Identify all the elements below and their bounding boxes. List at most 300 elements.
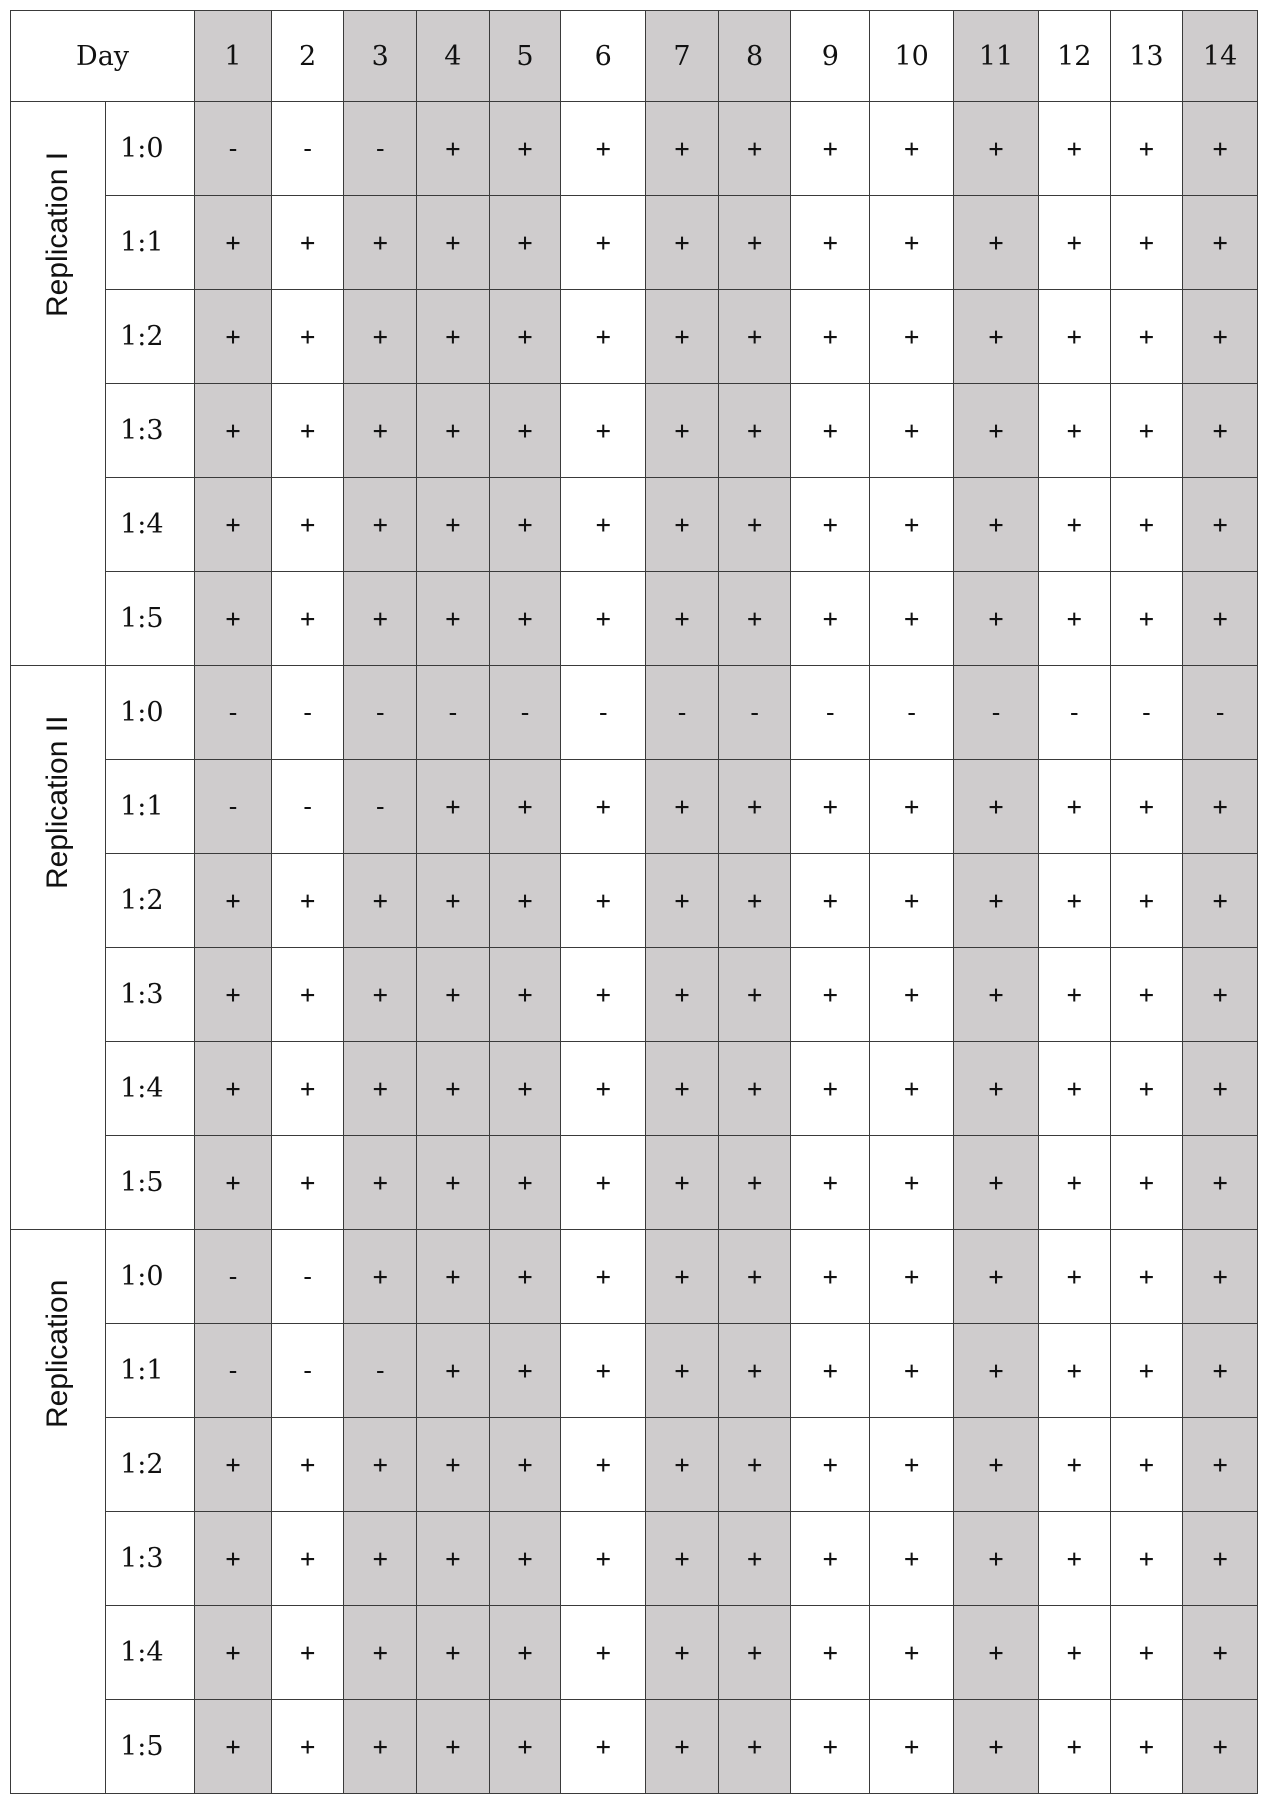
- result-cell: +: [791, 1230, 870, 1324]
- result-cell: +: [870, 1700, 954, 1794]
- result-cell: +: [561, 1324, 646, 1418]
- result-cell: +: [718, 572, 791, 666]
- result-cell: +: [195, 1418, 272, 1512]
- table-row: [11, 1230, 1258, 1324]
- result-cell: +: [417, 1700, 490, 1794]
- result-cell: +: [718, 948, 791, 1042]
- result-cell: +: [870, 290, 954, 384]
- ratio-label: 1:0: [106, 102, 195, 196]
- result-cell: -: [489, 666, 561, 760]
- result-cell: +: [1110, 1230, 1183, 1324]
- result-cell: +: [195, 1606, 272, 1700]
- result-cell: +: [791, 1700, 870, 1794]
- result-cell: +: [1183, 290, 1258, 384]
- result-cell: +: [271, 572, 344, 666]
- result-cell: +: [1039, 854, 1111, 948]
- result-cell: +: [718, 290, 791, 384]
- result-cell: +: [646, 1324, 719, 1418]
- result-cell: -: [195, 1230, 272, 1324]
- ratio-label: 1:3: [106, 948, 195, 1042]
- result-cell: +: [870, 1324, 954, 1418]
- result-cell: +: [718, 384, 791, 478]
- result-cell: +: [344, 196, 417, 290]
- result-cell: -: [1183, 666, 1258, 760]
- result-cell: +: [271, 948, 344, 1042]
- result-cell: +: [870, 948, 954, 1042]
- result-cell: +: [1183, 196, 1258, 290]
- result-cell: +: [718, 1324, 791, 1418]
- result-cell: +: [1183, 1418, 1258, 1512]
- result-cell: +: [1110, 1418, 1183, 1512]
- result-cell: +: [646, 1230, 719, 1324]
- result-cell: -: [344, 666, 417, 760]
- result-cell: +: [1183, 1136, 1258, 1230]
- result-cell: +: [489, 478, 561, 572]
- result-cell: +: [791, 102, 870, 196]
- result-cell: +: [1183, 1230, 1258, 1324]
- result-cell: +: [1039, 1512, 1111, 1606]
- result-cell: +: [344, 478, 417, 572]
- result-cell: +: [1110, 196, 1183, 290]
- result-cell: +: [561, 384, 646, 478]
- result-cell: +: [195, 196, 272, 290]
- result-cell: +: [791, 1512, 870, 1606]
- result-cell: +: [1183, 1512, 1258, 1606]
- result-cell: +: [718, 478, 791, 572]
- result-cell: +: [646, 760, 719, 854]
- result-cell: +: [791, 290, 870, 384]
- result-cell: -: [954, 666, 1039, 760]
- result-cell: +: [791, 854, 870, 948]
- result-cell: +: [561, 478, 646, 572]
- result-cell: +: [417, 196, 490, 290]
- result-cell: +: [561, 948, 646, 1042]
- ratio-label: 1:2: [106, 290, 195, 384]
- result-cell: -: [870, 666, 954, 760]
- result-cell: +: [271, 1418, 344, 1512]
- replication-label-cell: [11, 666, 106, 1230]
- result-cell: +: [417, 572, 490, 666]
- result-cell: +: [646, 1606, 719, 1700]
- result-cell: +: [344, 1042, 417, 1136]
- result-cell: -: [344, 102, 417, 196]
- result-cell: +: [489, 290, 561, 384]
- result-cell: +: [417, 290, 490, 384]
- result-cell: +: [1110, 478, 1183, 572]
- result-cell: +: [1039, 290, 1111, 384]
- result-cell: +: [1183, 1700, 1258, 1794]
- result-cell: +: [489, 196, 561, 290]
- ratio-label: 1:3: [106, 384, 195, 478]
- result-cell: +: [417, 760, 490, 854]
- ratio-label: 1:2: [106, 854, 195, 948]
- result-cell: +: [1110, 1606, 1183, 1700]
- result-cell: +: [195, 478, 272, 572]
- replication-day-table: [10, 10, 1258, 1794]
- result-cell: +: [344, 1700, 417, 1794]
- result-cell: +: [1110, 384, 1183, 478]
- result-cell: +: [417, 1418, 490, 1512]
- result-cell: +: [791, 1042, 870, 1136]
- result-cell: -: [791, 666, 870, 760]
- result-cell: -: [195, 666, 272, 760]
- result-cell: +: [791, 196, 870, 290]
- result-cell: +: [561, 1700, 646, 1794]
- result-cell: +: [954, 384, 1039, 478]
- table-row: [11, 290, 1258, 384]
- result-cell: -: [271, 760, 344, 854]
- table-row: [11, 666, 1258, 760]
- table-row: [11, 948, 1258, 1042]
- result-cell: +: [791, 760, 870, 854]
- ratio-label: 1:2: [106, 1418, 195, 1512]
- result-cell: +: [1110, 290, 1183, 384]
- result-cell: +: [344, 948, 417, 1042]
- result-cell: +: [489, 1136, 561, 1230]
- result-cell: -: [561, 666, 646, 760]
- ratio-label: 1:4: [106, 1042, 195, 1136]
- result-cell: +: [791, 1418, 870, 1512]
- result-cell: +: [870, 1606, 954, 1700]
- result-cell: +: [271, 1136, 344, 1230]
- result-cell: +: [954, 572, 1039, 666]
- result-cell: +: [561, 1418, 646, 1512]
- day-header-11: 11: [954, 11, 1039, 102]
- result-cell: +: [646, 1700, 719, 1794]
- result-cell: +: [870, 854, 954, 948]
- result-cell: +: [271, 1606, 344, 1700]
- result-cell: +: [417, 948, 490, 1042]
- result-cell: +: [718, 196, 791, 290]
- result-cell: +: [561, 1042, 646, 1136]
- result-cell: +: [646, 1136, 719, 1230]
- result-cell: +: [954, 1418, 1039, 1512]
- day-header-9: 9: [791, 11, 870, 102]
- result-cell: +: [344, 1606, 417, 1700]
- result-cell: +: [870, 760, 954, 854]
- result-cell: +: [954, 854, 1039, 948]
- result-cell: +: [1110, 1136, 1183, 1230]
- result-cell: +: [1039, 1606, 1111, 1700]
- table-row: [11, 1042, 1258, 1136]
- result-cell: +: [1039, 196, 1111, 290]
- result-cell: +: [646, 948, 719, 1042]
- result-cell: +: [646, 1418, 719, 1512]
- result-cell: +: [1183, 854, 1258, 948]
- result-cell: +: [954, 1042, 1039, 1136]
- result-cell: +: [954, 1136, 1039, 1230]
- result-cell: +: [561, 1606, 646, 1700]
- result-cell: +: [344, 572, 417, 666]
- result-cell: +: [271, 290, 344, 384]
- result-cell: +: [561, 1230, 646, 1324]
- ratio-label: 1:0: [106, 666, 195, 760]
- result-cell: +: [791, 1324, 870, 1418]
- result-cell: +: [1039, 1136, 1111, 1230]
- result-cell: +: [195, 290, 272, 384]
- result-cell: +: [489, 1230, 561, 1324]
- header-row: [11, 11, 1258, 102]
- result-cell: +: [1183, 1324, 1258, 1418]
- result-cell: +: [417, 1606, 490, 1700]
- result-cell: +: [791, 1136, 870, 1230]
- result-cell: +: [870, 102, 954, 196]
- result-cell: +: [195, 948, 272, 1042]
- result-cell: -: [271, 666, 344, 760]
- table-row: [11, 760, 1258, 854]
- result-cell: +: [791, 572, 870, 666]
- result-cell: +: [489, 948, 561, 1042]
- result-cell: +: [489, 1606, 561, 1700]
- replication-label: Replication: [41, 1279, 75, 1428]
- result-cell: +: [489, 102, 561, 196]
- result-cell: +: [646, 1042, 719, 1136]
- ratio-label: 1:1: [106, 196, 195, 290]
- result-cell: +: [791, 1606, 870, 1700]
- day-header: Day: [11, 11, 195, 102]
- result-cell: +: [344, 1418, 417, 1512]
- result-cell: +: [1183, 1606, 1258, 1700]
- result-cell: +: [417, 1230, 490, 1324]
- result-cell: +: [718, 854, 791, 948]
- result-cell: +: [954, 1606, 1039, 1700]
- table-row: [11, 1606, 1258, 1700]
- result-cell: +: [1110, 572, 1183, 666]
- result-cell: +: [1110, 1512, 1183, 1606]
- result-cell: +: [870, 478, 954, 572]
- result-cell: -: [1110, 666, 1183, 760]
- result-cell: +: [195, 1136, 272, 1230]
- day-header-14: 14: [1183, 11, 1258, 102]
- result-cell: +: [646, 196, 719, 290]
- result-cell: +: [954, 196, 1039, 290]
- day-header-6: 6: [561, 11, 646, 102]
- ratio-label: 1:5: [106, 572, 195, 666]
- table-row: [11, 102, 1258, 196]
- result-cell: +: [1183, 478, 1258, 572]
- result-cell: +: [1183, 948, 1258, 1042]
- result-cell: +: [870, 196, 954, 290]
- result-cell: +: [870, 1042, 954, 1136]
- table-row: [11, 384, 1258, 478]
- result-cell: +: [954, 1512, 1039, 1606]
- result-cell: +: [1039, 102, 1111, 196]
- table-row: [11, 1700, 1258, 1794]
- result-cell: +: [489, 1042, 561, 1136]
- result-cell: +: [1039, 478, 1111, 572]
- result-cell: -: [271, 1230, 344, 1324]
- replication-label: Replication II: [41, 715, 75, 889]
- day-header-5: 5: [489, 11, 561, 102]
- result-cell: +: [344, 290, 417, 384]
- result-cell: +: [718, 1512, 791, 1606]
- result-cell: +: [271, 1700, 344, 1794]
- result-cell: +: [417, 102, 490, 196]
- result-cell: +: [1039, 948, 1111, 1042]
- result-cell: +: [489, 1418, 561, 1512]
- day-header-4: 4: [417, 11, 490, 102]
- table-row: [11, 1512, 1258, 1606]
- result-cell: +: [870, 572, 954, 666]
- result-cell: -: [195, 760, 272, 854]
- result-cell: +: [195, 1700, 272, 1794]
- result-cell: +: [1039, 1418, 1111, 1512]
- result-cell: +: [870, 384, 954, 478]
- result-cell: +: [646, 384, 719, 478]
- result-cell: +: [417, 1042, 490, 1136]
- result-cell: +: [1039, 1324, 1111, 1418]
- result-cell: +: [646, 478, 719, 572]
- result-cell: +: [1039, 1700, 1111, 1794]
- result-cell: +: [195, 384, 272, 478]
- replication-label-cell: [11, 1230, 106, 1794]
- result-cell: +: [344, 1136, 417, 1230]
- result-cell: +: [489, 1512, 561, 1606]
- result-cell: +: [561, 1136, 646, 1230]
- result-cell: +: [489, 384, 561, 478]
- result-cell: +: [1183, 384, 1258, 478]
- replication-label-cell: [11, 102, 106, 666]
- result-cell: -: [718, 666, 791, 760]
- result-cell: +: [954, 102, 1039, 196]
- result-cell: +: [791, 948, 870, 1042]
- result-cell: +: [791, 478, 870, 572]
- result-cell: +: [1110, 760, 1183, 854]
- ratio-label: 1:4: [106, 478, 195, 572]
- result-cell: +: [489, 1700, 561, 1794]
- result-cell: +: [718, 1418, 791, 1512]
- result-cell: -: [195, 102, 272, 196]
- result-cell: +: [1183, 1042, 1258, 1136]
- day-header-1: 1: [195, 11, 272, 102]
- result-cell: -: [1039, 666, 1111, 760]
- result-cell: +: [271, 196, 344, 290]
- result-cell: -: [417, 666, 490, 760]
- result-cell: +: [1110, 1042, 1183, 1136]
- result-cell: +: [954, 948, 1039, 1042]
- ratio-label: 1:0: [106, 1230, 195, 1324]
- result-cell: +: [954, 1700, 1039, 1794]
- table-row: [11, 1418, 1258, 1512]
- result-cell: +: [1110, 854, 1183, 948]
- result-cell: +: [561, 854, 646, 948]
- table-row: [11, 572, 1258, 666]
- result-cell: +: [1183, 572, 1258, 666]
- result-cell: +: [195, 572, 272, 666]
- result-cell: +: [954, 478, 1039, 572]
- result-cell: +: [195, 854, 272, 948]
- result-cell: -: [344, 1324, 417, 1418]
- result-cell: +: [718, 1136, 791, 1230]
- ratio-label: 1:5: [106, 1700, 195, 1794]
- result-cell: +: [646, 572, 719, 666]
- table-row: [11, 1324, 1258, 1418]
- result-cell: +: [489, 1324, 561, 1418]
- result-cell: +: [561, 196, 646, 290]
- day-header-7: 7: [646, 11, 719, 102]
- result-cell: -: [271, 102, 344, 196]
- result-cell: +: [489, 572, 561, 666]
- result-cell: +: [561, 1512, 646, 1606]
- result-cell: +: [1110, 1700, 1183, 1794]
- result-cell: +: [718, 102, 791, 196]
- result-cell: +: [271, 1512, 344, 1606]
- result-cell: +: [954, 290, 1039, 384]
- day-header-10: 10: [870, 11, 954, 102]
- result-cell: +: [271, 854, 344, 948]
- replication-label: Replication I: [41, 151, 75, 317]
- result-cell: +: [195, 1042, 272, 1136]
- result-cell: +: [1039, 384, 1111, 478]
- table-row: [11, 854, 1258, 948]
- result-cell: +: [344, 1230, 417, 1324]
- ratio-label: 1:1: [106, 760, 195, 854]
- result-cell: +: [344, 384, 417, 478]
- result-cell: +: [954, 1324, 1039, 1418]
- result-cell: +: [195, 1512, 272, 1606]
- result-cell: -: [344, 760, 417, 854]
- result-cell: +: [271, 478, 344, 572]
- result-cell: +: [489, 854, 561, 948]
- table-row: [11, 478, 1258, 572]
- result-cell: +: [718, 1230, 791, 1324]
- result-cell: +: [1183, 102, 1258, 196]
- result-cell: -: [646, 666, 719, 760]
- result-cell: +: [870, 1230, 954, 1324]
- result-cell: +: [489, 760, 561, 854]
- result-cell: +: [561, 102, 646, 196]
- result-cell: +: [718, 1606, 791, 1700]
- day-header-2: 2: [271, 11, 344, 102]
- ratio-label: 1:5: [106, 1136, 195, 1230]
- result-cell: +: [271, 1042, 344, 1136]
- result-cell: +: [646, 854, 719, 948]
- table-row: [11, 1136, 1258, 1230]
- result-cell: +: [561, 290, 646, 384]
- result-cell: +: [718, 1042, 791, 1136]
- result-cell: +: [646, 290, 719, 384]
- result-cell: +: [870, 1136, 954, 1230]
- result-cell: +: [954, 760, 1039, 854]
- result-cell: +: [417, 478, 490, 572]
- result-cell: +: [271, 384, 344, 478]
- day-header-12: 12: [1039, 11, 1111, 102]
- result-cell: +: [646, 1512, 719, 1606]
- result-cell: +: [417, 1324, 490, 1418]
- result-cell: +: [344, 854, 417, 948]
- result-cell: +: [561, 572, 646, 666]
- ratio-label: 1:1: [106, 1324, 195, 1418]
- ratio-label: 1:4: [106, 1606, 195, 1700]
- result-cell: +: [417, 384, 490, 478]
- result-cell: +: [561, 760, 646, 854]
- result-cell: +: [417, 854, 490, 948]
- result-cell: +: [718, 1700, 791, 1794]
- result-cell: +: [1039, 572, 1111, 666]
- result-cell: +: [344, 1512, 417, 1606]
- result-cell: -: [195, 1324, 272, 1418]
- table-body: [11, 102, 1258, 1794]
- table-row: [11, 196, 1258, 290]
- result-cell: +: [417, 1512, 490, 1606]
- result-cell: +: [1183, 760, 1258, 854]
- result-cell: +: [1039, 760, 1111, 854]
- day-header-3: 3: [344, 11, 417, 102]
- result-cell: +: [1110, 948, 1183, 1042]
- result-cell: +: [1039, 1042, 1111, 1136]
- result-cell: +: [646, 102, 719, 196]
- day-header-13: 13: [1110, 11, 1183, 102]
